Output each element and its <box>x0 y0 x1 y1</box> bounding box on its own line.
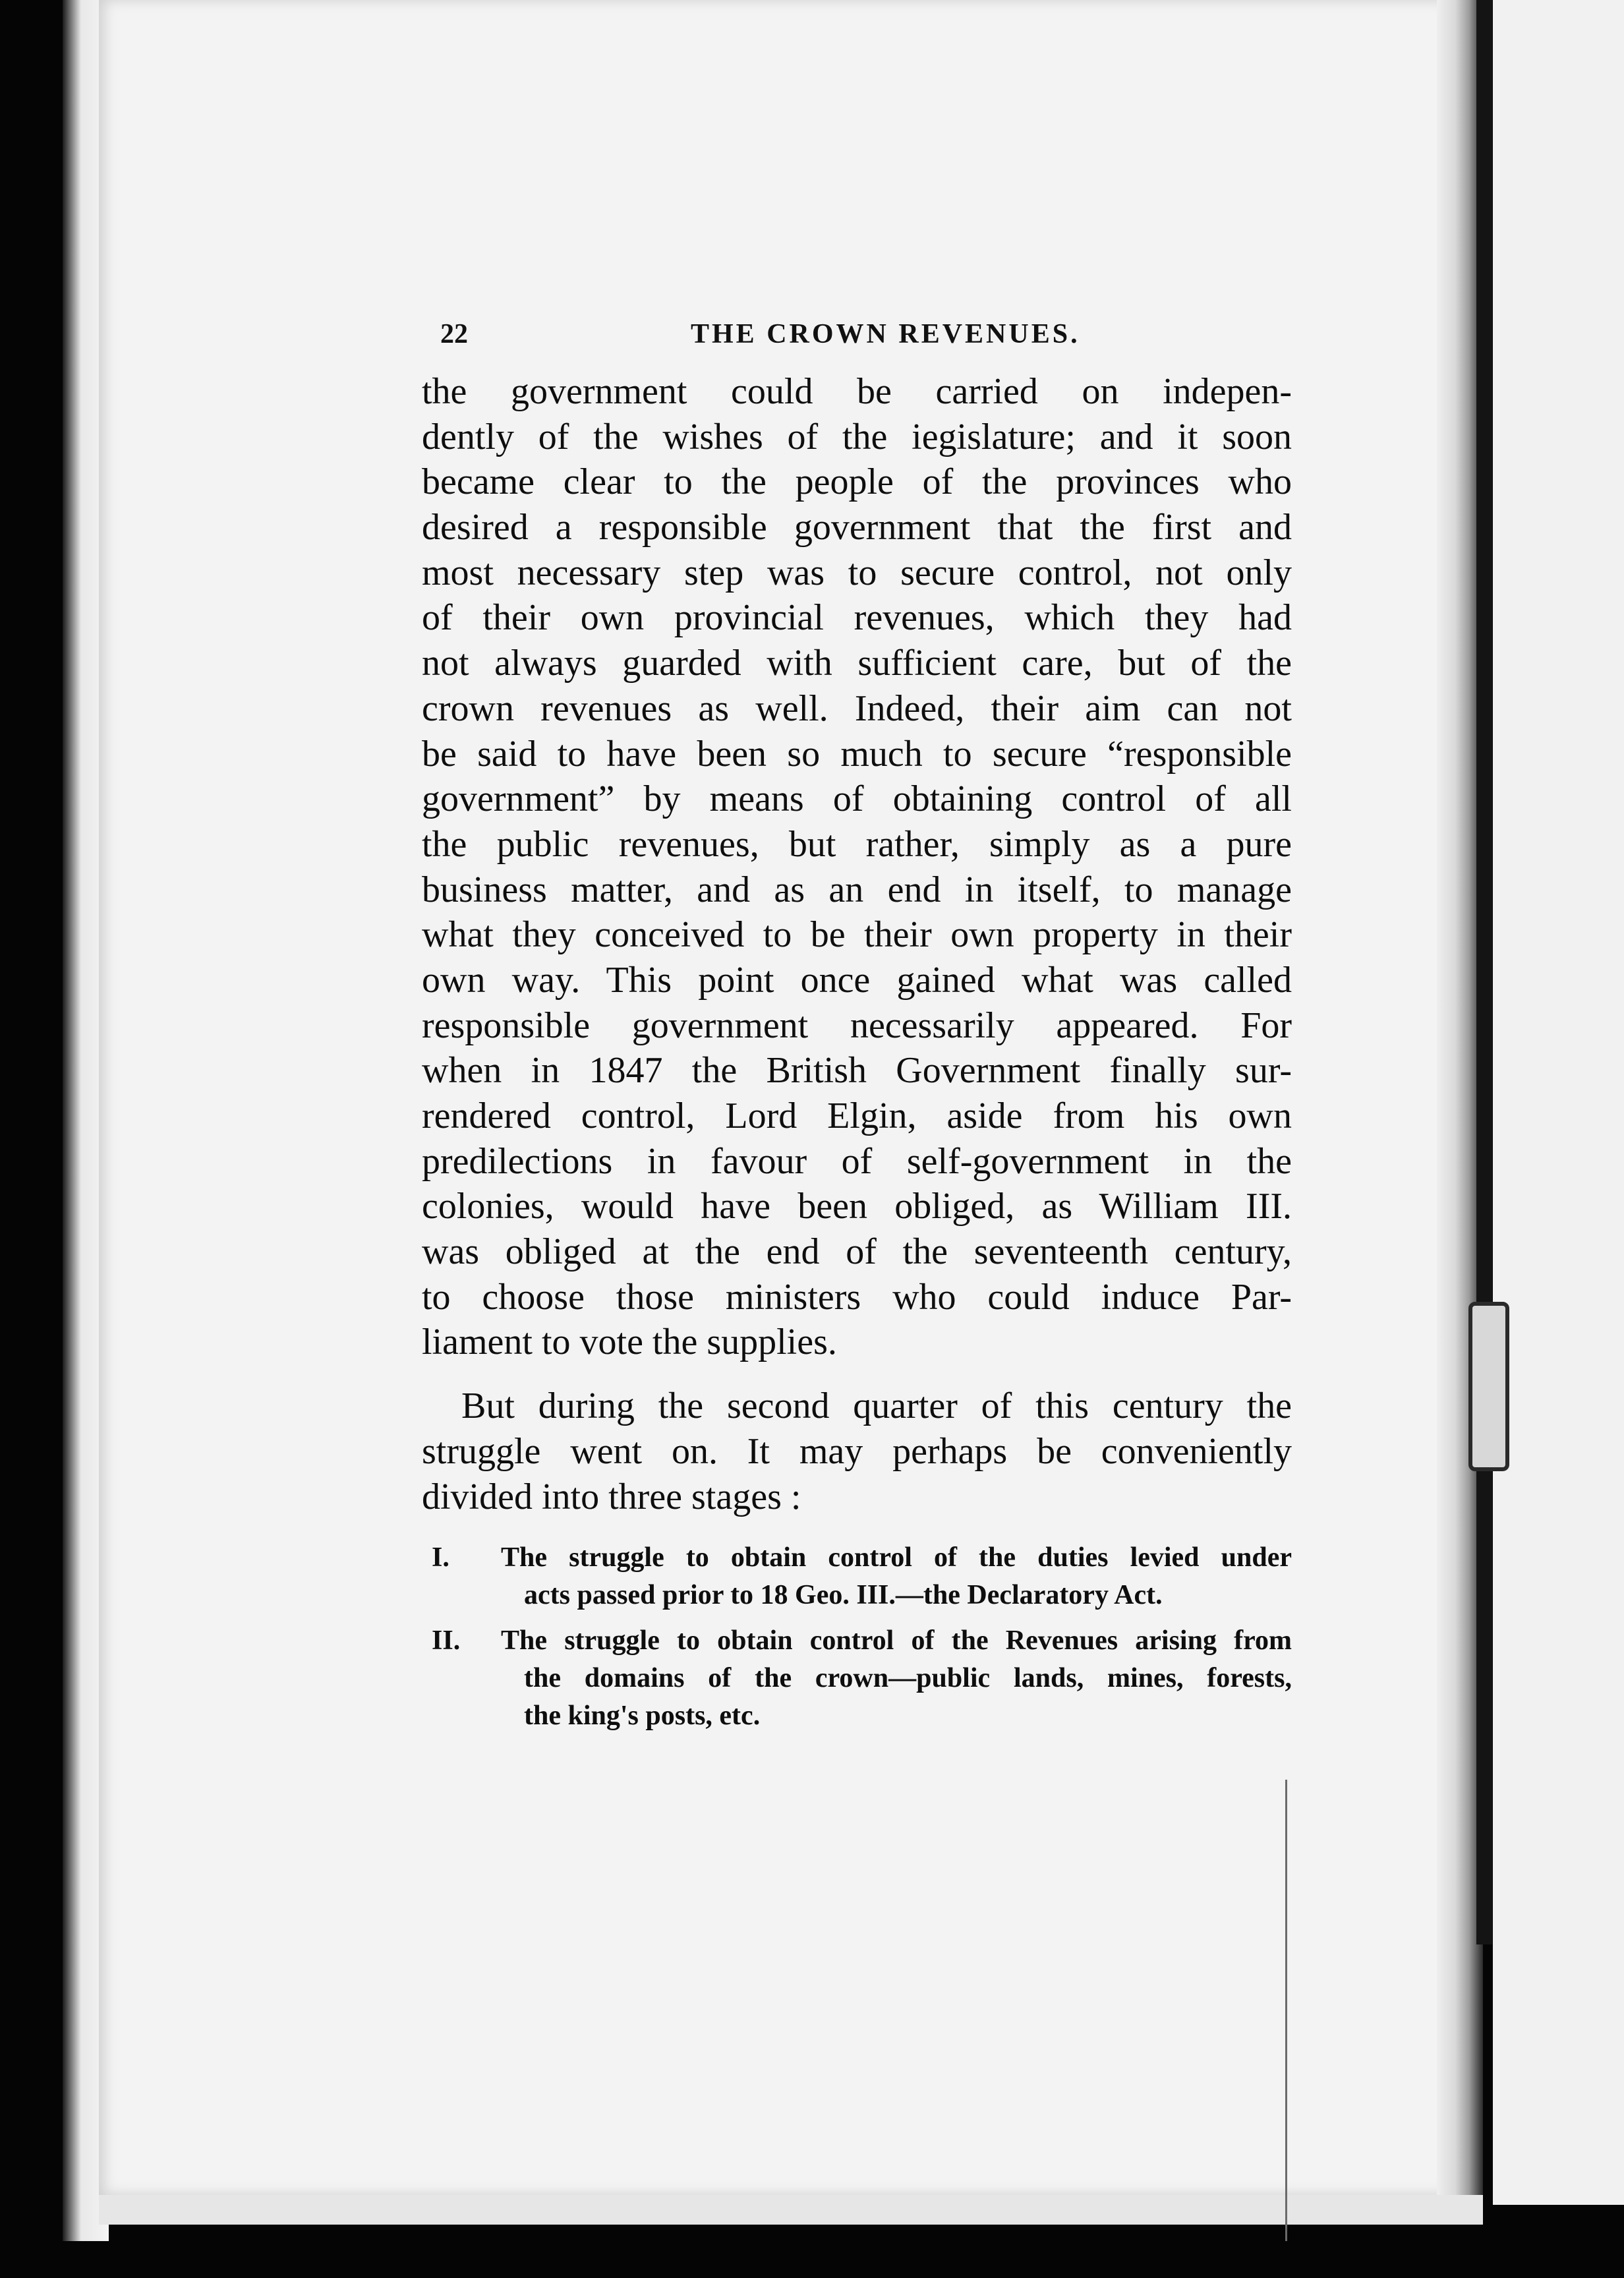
list-item-line: the king's posts, etc. <box>524 1701 761 1732</box>
page-number: 22 <box>440 319 468 349</box>
body-text <box>422 369 1292 1743</box>
text-line: But during the second quarter of this century the <box>461 1386 1292 1427</box>
text-line: to choose those ministers who could induce Par- <box>422 1276 1292 1318</box>
text-line: not always guarded with sufficient care, but of the <box>422 643 1292 684</box>
paragraph-1 <box>422 369 1292 1365</box>
text-line: be said to have been so much to secure “responsible <box>422 733 1292 774</box>
list-item-line: the domains of the crown—public lands, mines, forests, <box>524 1663 1292 1694</box>
text-line: of their own provincial revenues, which they had <box>422 597 1292 639</box>
list-item-line: acts passed prior to 18 Geo. III.—the Declaratory Act. <box>524 1580 1163 1611</box>
text-line: liament to vote the supplies. <box>422 1322 837 1363</box>
text-line: divided into three stages : <box>422 1476 801 1517</box>
text-line: most necessary step was to secure control, not only <box>422 552 1292 593</box>
text-line: responsible government necessarily appeared. For <box>422 1005 1292 1046</box>
paragraph-2 <box>422 1384 1292 1519</box>
page-bottom-edge <box>99 2195 1483 2225</box>
text-line: own way. This point once gained what was called <box>422 959 1292 1001</box>
binding-strip <box>1476 0 1492 1944</box>
text-line: struggle went on. It may perhaps be conveniently <box>422 1430 1292 1472</box>
text-line: the public revenues, but rather, simply as a pure <box>422 823 1292 865</box>
text-line: was obliged at the end of the seventeenth century, <box>422 1231 1292 1273</box>
text-line: predilections in favour of self-government in the <box>422 1140 1292 1182</box>
list-item-line: The struggle to obtain control of the Revenues arising from <box>501 1625 1292 1656</box>
text-line: business matter, and as an end in itself, to manage <box>422 869 1292 910</box>
stages-list <box>422 1539 1292 1735</box>
list-item-number: I. <box>432 1542 450 1573</box>
running-head <box>440 315 1317 361</box>
text-line: crown revenues as well. Indeed, their aim can not <box>422 687 1292 729</box>
binding-clip <box>1468 1302 1509 1471</box>
list-item <box>422 1622 1292 1735</box>
list-item-line: The struggle to obtain control of the duties levied under <box>501 1542 1292 1573</box>
text-line: dently of the wishes of the iegislature; and it soon <box>422 416 1292 457</box>
text-line: the government could be carried on indepen- <box>422 371 1292 412</box>
text-line: what they conceived to be their own property in their <box>422 914 1292 956</box>
text-line: colonies, would have been obliged, as William III. <box>422 1186 1292 1227</box>
list-item-number: II. <box>432 1625 461 1656</box>
text-line: when in 1847 the British Government finally sur- <box>422 1050 1292 1092</box>
running-title: THE CROWN REVENUES. <box>691 319 1080 349</box>
text-line: government” by means of obtaining control of all <box>422 778 1292 820</box>
facing-page-edge <box>1493 0 1624 2205</box>
text-line: became clear to the people of the provinces who <box>422 461 1292 503</box>
text-line: desired a responsible government that the first and <box>422 507 1292 548</box>
list-item <box>422 1539 1292 1614</box>
text-line: rendered control, Lord Elgin, aside from his own <box>422 1095 1292 1136</box>
page-tear-line <box>1285 1780 1287 2241</box>
